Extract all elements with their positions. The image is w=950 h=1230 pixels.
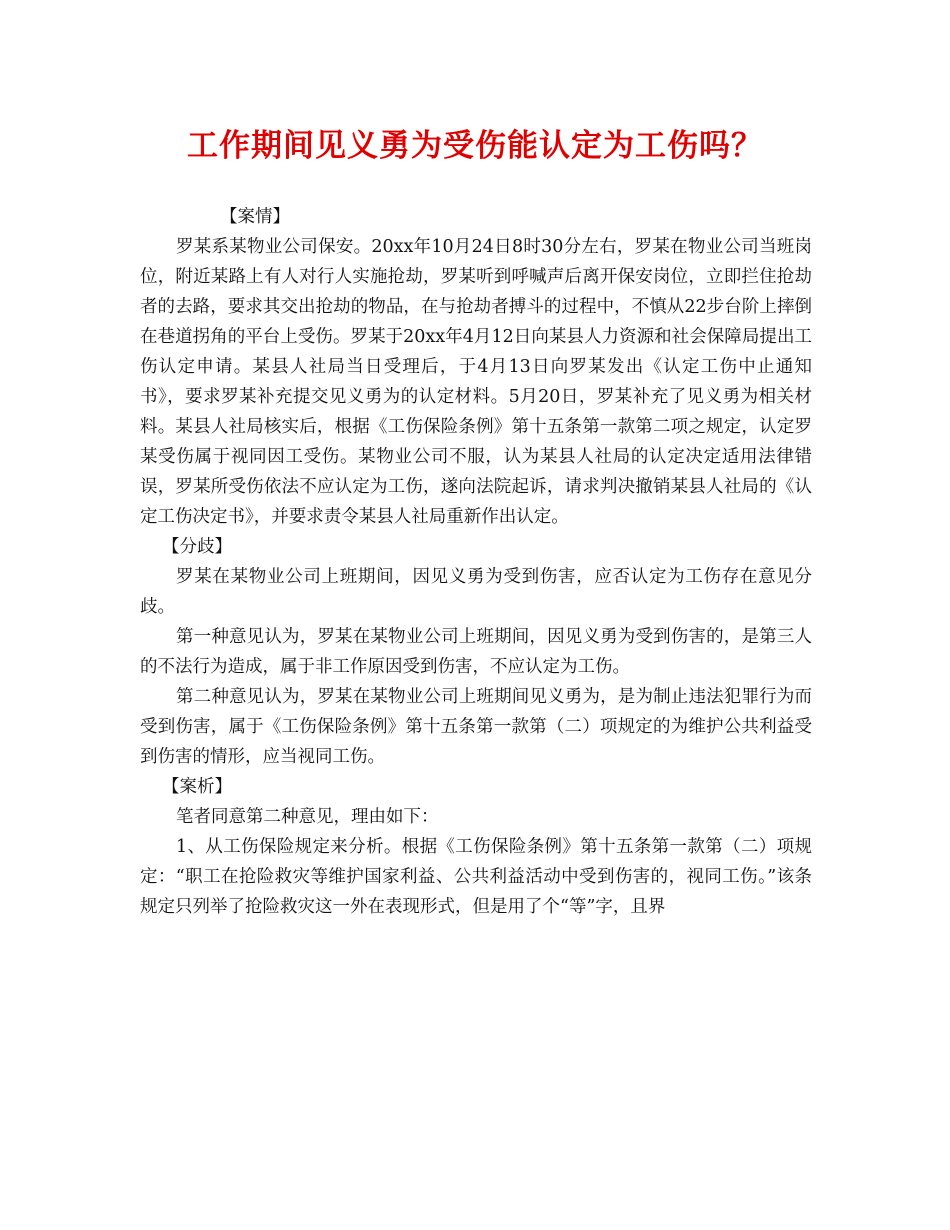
document-body: [140, 202, 812, 922]
section-heading-case: 【案情】: [220, 207, 290, 227]
paragraph-second-opinion: 第二种意见认为，罗某在某物业公司上班期间见义勇为，是为制止违法犯罪行为而受到伤害，属于《工伤保险条例》第十五条第一款第（二）项规定的为维护公共利益受到伤害的情形，应当视同工伤。: [140, 687, 812, 767]
paragraph-first-opinion: 第一种意见认为，罗某在某物业公司上班期间，因见义勇为受到伤害的，是第三人的不法行为造成，属于非工作原因受到伤害，不应认定为工伤。: [140, 627, 812, 677]
section-heading-dispute: 【分歧】: [162, 537, 232, 557]
document-title: 工作期间见义勇为受伤能认定为工伤吗？: [187, 128, 763, 164]
paragraph-author-view: 笔者同意第二种意见，理由如下：: [176, 807, 439, 827]
paragraph-case-facts: 罗某系某物业公司保安。20xx年10月24日8时30分左右，罗某在物业公司当班岗位，附近某路上有人对行人实施抢劫，罗某听到呼喊声后离开保安岗位，立即拦住抢劫者的去路，要求其交出抢劫的物品，在与抢劫者搏斗的过程中，不慎从22步台阶上摔倒在巷道拐角的平台上受伤。罗某于20xx年4月12日向某县人力资源和社会保障局提出工伤认定申请。某县人社局当日受理后，于4月13日向罗某发出《认定工伤中止通知书》，要求罗某补充提交见义勇为的认定材料。5月20日，罗某补充了见义勇为相关材料。某县人社局核实后，根据《工伤保险条例》第十五条第一款第二项之规定，认定罗某受伤属于视同因工受伤。某物业公司不服，认为某县人社局的认定决定适用法律错误，罗某所受伤依法不应认定为工伤，遂向法院起诉，请求判决撤销某县人社局的《认定工伤决定书》，并要求责令某县人社局重新作出认定。: [140, 237, 812, 527]
paragraph-dispute: 罗某在某物业公司上班期间，因见义勇为受到伤害，应否认定为工伤存在意见分歧。: [140, 567, 812, 617]
paragraph-analysis-1: 1、从工伤保险规定来分析。根据《工伤保险条例》第十五条第一款第（二）项规定：“职工在抢险救灾等维护国家利益、公共利益活动中受到伤害的，视同工伤。”该条规定只列举了抢险救灾这一外在表现形式，但是用了个“等”字，且界: [140, 837, 812, 917]
section-heading-analysis: 【案析】: [162, 777, 232, 797]
